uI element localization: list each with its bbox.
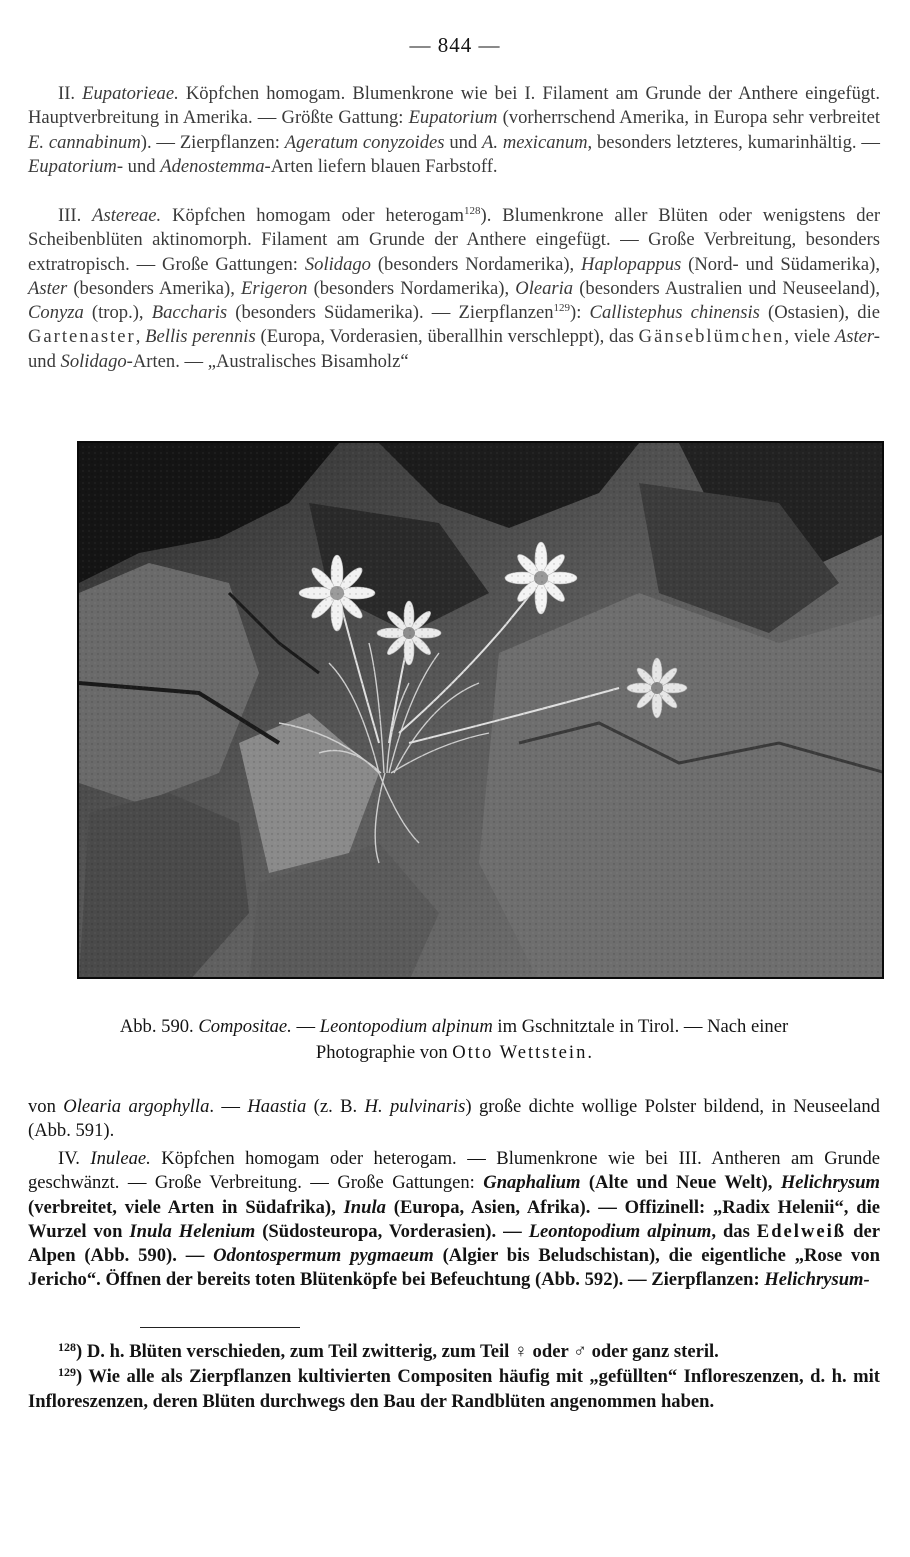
edelweiss-photograph bbox=[77, 441, 884, 979]
page-number: — 844 — bbox=[409, 33, 501, 57]
footnote-ref-129: 129 bbox=[553, 302, 571, 315]
paragraph-continuation: von Olearia argophylla. — Haastia (z. B. H. pulvinaris) große dichte wollige Polster bildend, in Neuseeland (Abb. 591). bbox=[28, 1096, 880, 1142]
photo-grain bbox=[79, 443, 884, 979]
section-inuleae bbox=[28, 1147, 880, 1293]
photo-illustration bbox=[79, 443, 884, 979]
figure-caption: Abb. 590. Compositae. — Leontopodium alpinum im Gschnitztale in Tirol. — Nach einer Photographie von Otto Wettstein. bbox=[119, 1016, 789, 1063]
paragraph-astereae: III. Astereae. Köpfchen homogam oder heterogam$^{128}$). Blumenkrone aller Blüten oder wenigstens der Scheibenblüten aktinomorph. Filament am Grunde der Anthere eingefügt. — Große Verbreitung, besonders extratropisch. — Große Gattungen: Solidago (besonders Nordamerika), Haplopappus (Nord- und Südamerika), Aster (besonders Amerika), Erigeron (besonders Nordamerika), Olearia (besonders Australien und Neuseeland), Conyza (trop.), Baccharis (besonders Südamerika). — Zierpflanzen$^{129}$): Callistephus chinensis (Ostasien), die Gartenaster, Bellis perennis (Europa, Vorderasien, überallhin verschleppt), das Gänseblümchen, viele Aster- und Solidago-Arten. — „Australisches Bisamholz“ bbox=[28, 205, 881, 372]
footnote-rule bbox=[140, 1327, 300, 1328]
paragraph-inuleae: IV. Inuleae. Köpfchen homogam oder heterogam. — Blumenkrone wie bei III. Antheren am Grunde geschwänzt. — Große Verbreitung. — Große Gattungen: Gnaphalium (Alte und Neue Welt), Helichrysum (verbreitet, viele Arten in Südafrika), Inula (Europa, Asien, Afrika). — Offizinell: „Radix Helenii“, die Wurzel von Inula Helenium (Südosteuropa, Vorderasien). — Leontopodium alpinum, das Edelweiß der Alpen (Abb. 590). — Odontospermum pygmaeum (Algier bis Beludschistan), die eigentliche „Rose von Jericho“. Öffnen der bereits toten Blütenköpfe bei Befeuchtung (Abb. 592). — Zierpflanzen: Helichrysum- bbox=[28, 1148, 880, 1291]
paragraph-eupatorieae: II. Eupatorieae. Köpfchen homogam. Blumenkrone wie bei I. Filament am Grunde der Anthere eingefügt. Hauptverbreitung in Amerika. — Größte Gattung: Eupatorium (vorherrschend Amerika, in Europa sehr verbreitet E. cannabinum). — Zierpflanzen: Ageratum conyzoides und A. mexicanum, besonders letzteres, kumarinhältig. — Eupatorium- und Adenostemma-Arten liefern blauen Farbstoff. bbox=[28, 83, 880, 177]
continuation-text bbox=[28, 1095, 880, 1144]
section-astereae bbox=[28, 204, 880, 374]
footnote-129: $^{129}$) Wie alle als Zierpflanzen kultivierten Compositen häufig mit „gefüllten“ Infloreszenzen, d. h. mit Infloreszenzen, deren Blüten durchwegs den Bau der Randblüten angenommen haben. bbox=[28, 1365, 880, 1412]
footnote-ref-128: 128 bbox=[464, 205, 481, 217]
footnote-128: $^{128}$) D. h. Blüten verschieden, zum Teil zwitterig, zum Teil ♀ oder ♂ oder ganz steril. bbox=[58, 1340, 719, 1362]
section-eupatorieae bbox=[28, 82, 880, 179]
